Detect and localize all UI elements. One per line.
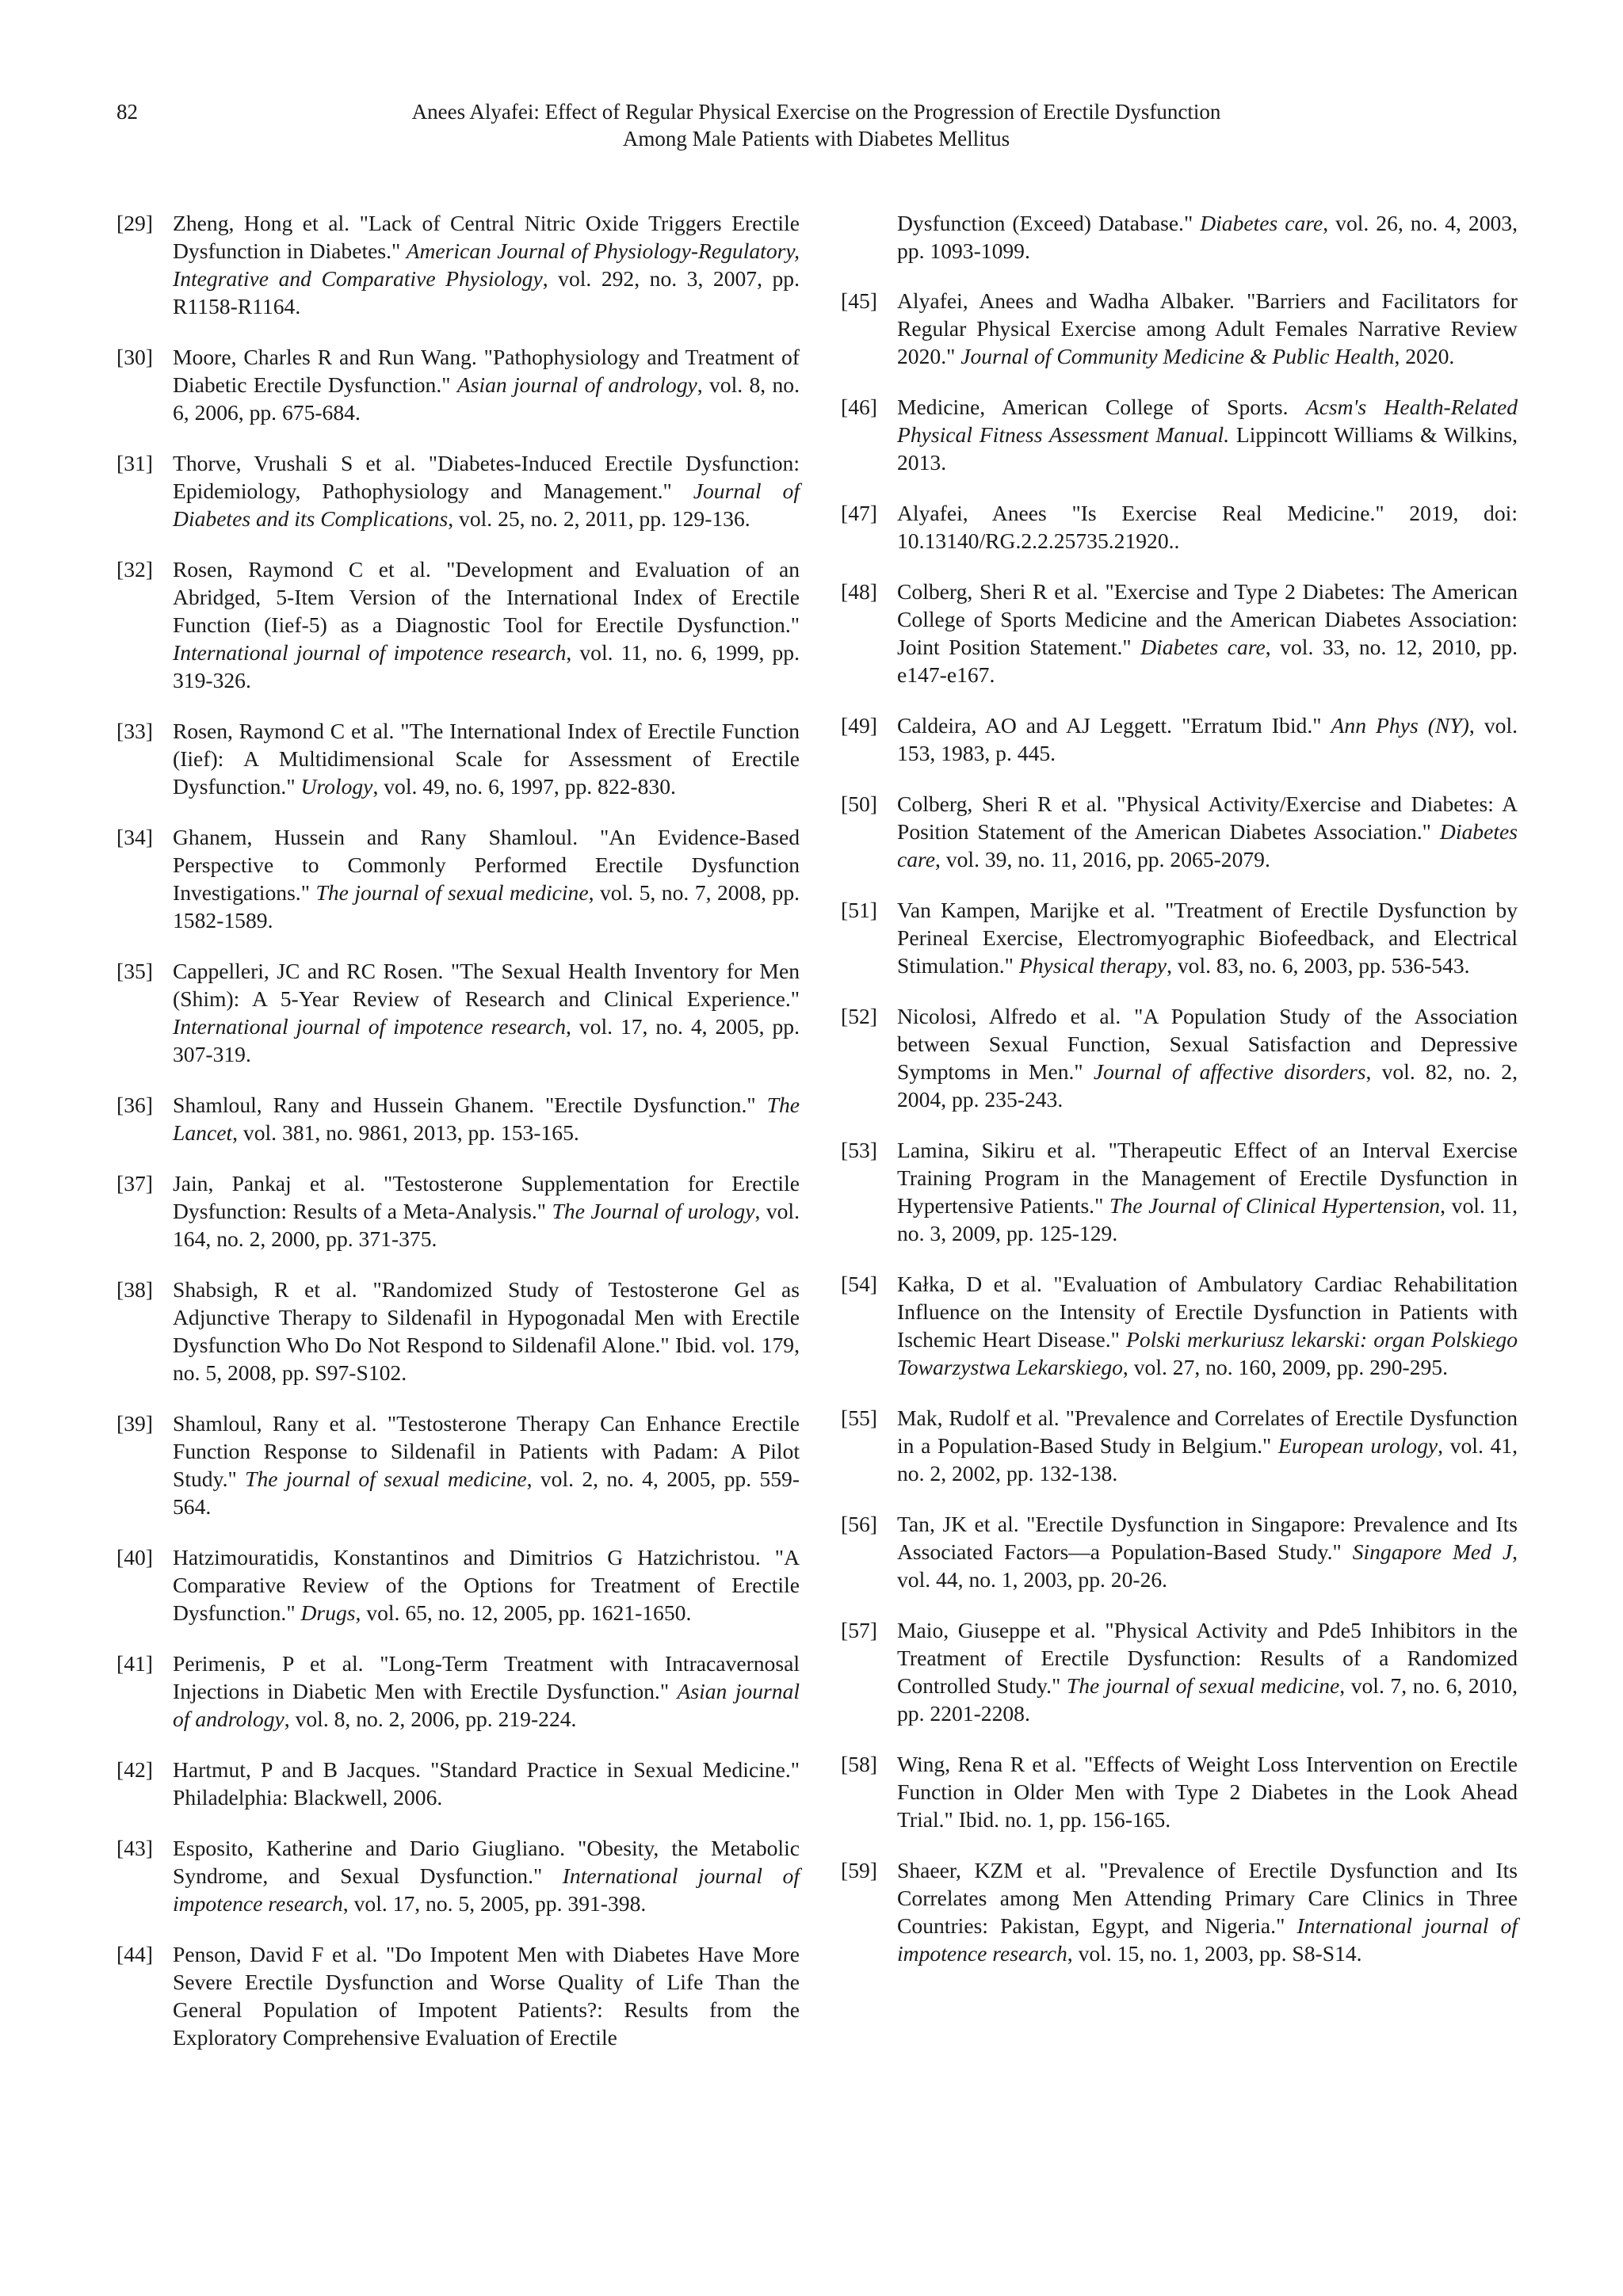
reference-number: [33]: [116, 719, 153, 743]
reference-56: [56] Tan, JK et al. "Erectile Dysfunction in Singapore: Prevalence and Its Associated Factors—a Population-Based Study." Singapore Med J, vol. 44, no. 1, 2003, pp. 20-26.: [841, 1512, 1518, 1592]
reference-32: [32] Rosen, Raymond C et al. "Development and Evaluation of an Abridged, 5-Item Version of the International Index of Erectile Function (Iief-5) as a Diagnostic Tool for Erectile Dysfunction." International journal of impotence research, vol. 11, no. 6, 1999, pp. 319-326.: [116, 557, 800, 692]
reference-number: [34]: [116, 825, 153, 849]
reference-number: [53]: [841, 1138, 877, 1162]
reference-59: [59] Shaeer, KZM et al. "Prevalence of Erectile Dysfunction and Its Correlates among Men Attending Primary Care Clinics in Three Countries: Pakistan, Egypt, and Nigeria." International journal of impotence research, vol. 15, no. 1, 2003, pp. S8-S14.: [841, 1858, 1518, 1966]
reference-number: [51]: [841, 898, 877, 922]
reference-43: [43] Esposito, Katherine and Dario Giugliano. "Obesity, the Metabolic Syndrome, and Sexual Dysfunction." International journal of impotence research, vol. 17, no. 5, 2005, pp. 391-398.: [116, 1836, 800, 1916]
reference-35: [35] Cappelleri, JC and RC Rosen. "The Sexual Health Inventory for Men (Shim): A 5-Year Review of Research and Clinical Experience." International journal of impotence research, vol. 17, no. 4, 2005, pp. 307-319.: [116, 959, 800, 1066]
reference-number: [35]: [116, 959, 153, 983]
reference-53: [53] Lamina, Sikiru et al. "Therapeutic Effect of an Interval Exercise Training Program in the Management of Erectile Dysfunction in Hypertensive Patients." The Journal of Clinical Hypertension, vol. 11, no. 3, 2009, pp. 125-129.: [841, 1138, 1518, 1245]
reference-number: [40]: [116, 1545, 153, 1569]
reference-39: [39] Shamloul, Rany et al. "Testosterone Therapy Can Enhance Erectile Function Response to Sildenafil in Patients with Padam: A Pilot Study." The journal of sexual medicine, vol. 2, no. 4, 2005, pp. 559-564.: [116, 1411, 800, 1519]
reference-38: [38] Shabsigh, R et al. "Randomized Study of Testosterone Gel as Adjunctive Therapy to Sildenafil in Hypogonadal Men with Erectile Dysfunction Who Do Not Respond to Sildenafil Alone." Ibid. vol. 179, no. 5, 2008, pp. S97-S102.: [116, 1277, 800, 1385]
references-left-column: [116, 209, 800, 2074]
reference-number: [31]: [116, 451, 153, 475]
reference-30: [30] Moore, Charles R and Run Wang. "Pathophysiology and Treatment of Diabetic Erectile Dysfunction." Asian journal of andrology, vol. 8, no. 6, 2006, pp. 675-684.: [116, 345, 800, 425]
reference-number: [48]: [841, 579, 877, 604]
reference-44-continuation: Dysfunction (Exceed) Database." Diabetes care, vol. 26, no. 4, 2003, pp. 1093-1099.: [897, 211, 1518, 263]
reference-number: [47]: [841, 501, 877, 525]
reference-36: [36] Shamloul, Rany and Hussein Ghanem. "Erectile Dysfunction." The Lancet, vol. 381, no. 9861, 2013, pp. 153-165.: [116, 1093, 800, 1145]
reference-37: [37] Jain, Pankaj et al. "Testosterone Supplementation for Erectile Dysfunction: Results of a Meta-Analysis." The Journal of urology, vol. 164, no. 2, 2000, pp. 371-375.: [116, 1171, 800, 1251]
reference-number: [43]: [116, 1836, 153, 1860]
reference-number: [37]: [116, 1171, 153, 1196]
reference-number: [30]: [116, 345, 153, 369]
reference-57: [57] Maio, Giuseppe et al. "Physical Activity and Pde5 Inhibitors in the Treatment of Erectile Dysfunction: Results of a Randomized Controlled Study." The journal of sexual medicine, vol. 7, no. 6, 2010, pp. 2201-2208.: [841, 1618, 1518, 1726]
reference-46: [46] Medicine, American College of Sports. Acsm's Health-Related Physical Fitness Assessment Manual. Lippincott Williams & Wilkins, 2013.: [841, 395, 1518, 475]
reference-number: [49]: [841, 713, 877, 738]
reference-54: [54] Kałka, D et al. "Evaluation of Ambulatory Cardiac Rehabilitation Influence on the Intensity of Erectile Dysfunction in Patients with Ischemic Heart Disease." Polski merkuriusz lekarski: organ Polskiego Towarzystwa Lekarskiego, vol. 27, no. 160, 2009, pp. 290-295.: [841, 1272, 1518, 1379]
reference-number: [55]: [841, 1405, 877, 1430]
reference-42: [42] Hartmut, P and B Jacques. "Standard Practice in Sexual Medicine." Philadelphia: Blackwell, 2006.: [116, 1757, 800, 1810]
reference-number: [54]: [841, 1272, 877, 1296]
reference-number: [45]: [841, 288, 877, 313]
reference-number: [46]: [841, 395, 877, 419]
reference-number: [44]: [116, 1942, 153, 1966]
reference-58: [58] Wing, Rena R et al. "Effects of Weight Loss Intervention on Erectile Function in Older Men with Type 2 Diabetes in the Look Ahead Trial." Ibid. no. 1, pp. 156-165.: [841, 1752, 1518, 1832]
reference-55: [55] Mak, Rudolf et al. "Prevalence and Correlates of Erectile Dysfunction in a Population-Based Study in Belgium." European urology, vol. 41, no. 2, 2002, pp. 132-138.: [841, 1405, 1518, 1486]
reference-number: [42]: [116, 1757, 153, 1782]
reference-number: [32]: [116, 557, 153, 582]
reference-number: [38]: [116, 1277, 153, 1302]
reference-number: [52]: [841, 1004, 877, 1028]
reference-50: [50] Colberg, Sheri R et al. "Physical Activity/Exercise and Diabetes: A Position Statement of the American Diabetes Association." Diabetes care, vol. 39, no. 11, 2016, pp. 2065-2079.: [841, 791, 1518, 871]
running-head: [262, 98, 1371, 152]
reference-number: [58]: [841, 1752, 877, 1776]
page-number: 82: [116, 100, 138, 124]
reference-52: [52] Nicolosi, Alfredo et al. "A Population Study of the Association between Sexual Function, Sexual Satisfaction and Depressive Symptoms in Men." Journal of affective disorders, vol. 82, no. 2, 2004, pp. 235-243.: [841, 1004, 1518, 1112]
reference-29: [29] Zheng, Hong et al. "Lack of Central Nitric Oxide Triggers Erectile Dysfunction in Diabetes." American Journal of Physiology-Regulatory, Integrative and Comparative Physiology, vol. 292, no. 3, 2007, pp. R1158-R1164.: [116, 211, 800, 318]
reference-number: [36]: [116, 1093, 153, 1117]
reference-40: [40] Hatzimouratidis, Konstantinos and Dimitrios G Hatzichristou. "A Comparative Review of the Options for Treatment of Erectile Dysfunction." Drugs, vol. 65, no. 12, 2005, pp. 1621-1650.: [116, 1545, 800, 1625]
reference-number: [56]: [841, 1512, 877, 1536]
reference-number: [29]: [116, 211, 153, 235]
running-head-line2: Among Male Patients with Diabetes Mellitus: [622, 127, 1010, 151]
reference-33: [33] Rosen, Raymond C et al. "The International Index of Erectile Function (Iief): A Multidimensional Scale for Assessment of Erectile Dysfunction." Urology, vol. 49, no. 6, 1997, pp. 822-830.: [116, 719, 800, 799]
reference-number: [57]: [841, 1618, 877, 1642]
reference-number: [39]: [116, 1411, 153, 1436]
reference-45: [45] Alyafei, Anees and Wadha Albaker. "Barriers and Facilitators for Regular Physical Exercise among Adult Females Narrative Review 2020." Journal of Community Medicine & Public Health, 2020.: [841, 288, 1518, 368]
reference-51: [51] Van Kampen, Marijke et al. "Treatment of Erectile Dysfunction by Perineal Exercise, Electromyographic Biofeedback, and Electrical Stimulation." Physical therapy, vol. 83, no. 6, 2003, pp. 536-543.: [841, 898, 1518, 978]
reference-31: [31] Thorve, Vrushali S et al. "Diabetes-Induced Erectile Dysfunction: Epidemiology, Pathophysiology and Management." Journal of Diabetes and its Complications, vol. 25, no. 2, 2011, pp. 129-136.: [116, 451, 800, 531]
references-right-column: [841, 209, 1518, 1990]
reference-number: [50]: [841, 791, 877, 816]
reference-44: [44] Penson, David F et al. "Do Impotent Men with Diabetes Have More Severe Erectile Dysfunction and Worse Quality of Life Than the General Population of Impotent Patients?: Results from the Exploratory Comprehensive Evaluation of Erectile: [116, 1942, 800, 2050]
reference-47: [47] Alyafei, Anees "Is Exercise Real Medicine." 2019, doi: 10.13140/RG.2.2.25735.21920..: [841, 501, 1518, 553]
reference-34: [34] Ghanem, Hussein and Rany Shamloul. "An Evidence-Based Perspective to Commonly Performed Erectile Dysfunction Investigations." The journal of sexual medicine, vol. 5, no. 7, 2008, pp. 1582-1589.: [116, 825, 800, 933]
reference-number: [41]: [116, 1651, 153, 1676]
reference-48: [48] Colberg, Sheri R et al. "Exercise and Type 2 Diabetes: The American College of Sports Medicine and the American Diabetes Association: Joint Position Statement." Diabetes care, vol. 33, no. 12, 2010, pp. e147-e167.: [841, 579, 1518, 687]
reference-number: [59]: [841, 1858, 877, 1882]
reference-41: [41] Perimenis, P et al. "Long‐Term Treatment with Intracavernosal Injections in Diabetic Men with Erectile Dysfunction." Asian journal of andrology, vol. 8, no. 2, 2006, pp. 219-224.: [116, 1651, 800, 1731]
reference-49: [49] Caldeira, AO and AJ Leggett. "Erratum Ibid." Ann Phys (NY), vol. 153, 1983, p. 445.: [841, 713, 1518, 765]
running-head-line1: Anees Alyafei: Effect of Regular Physical Exercise on the Progression of Erectile Dysfunction: [411, 100, 1221, 124]
